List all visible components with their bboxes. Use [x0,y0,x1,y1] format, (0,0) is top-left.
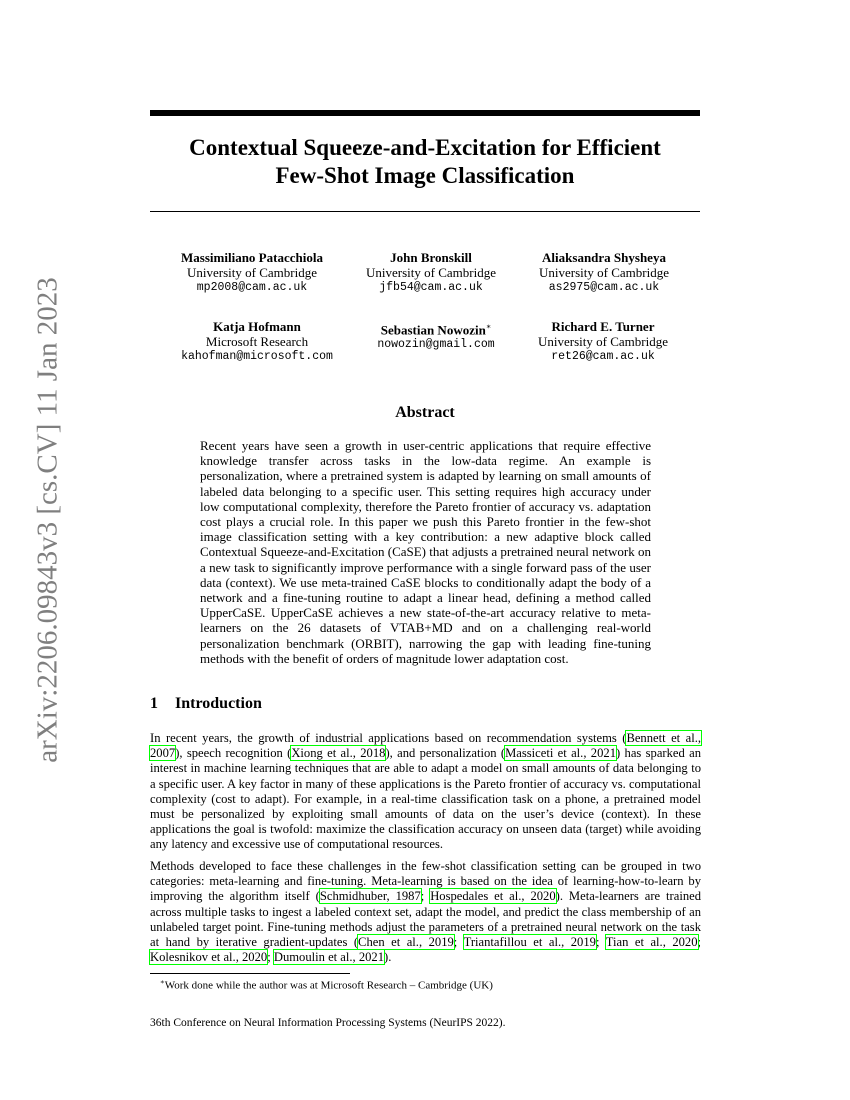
citation-link[interactable]: Chen et al., 2019 [358,935,454,950]
citation-link[interactable]: Bennett et al., 2007 [150,731,702,761]
author-email: as2975@cam.ac.uk [548,281,660,294]
arxiv-stamp: arXiv:2206.09843v3 [cs.CV] 11 Jan 2023 [31,277,64,763]
author-affiliation: Microsoft Research [205,334,309,349]
footnote-marker: ∗ [160,978,165,986]
author-block [331,250,531,295]
author-affiliation: University of Cambridge [538,334,668,349]
citation-link[interactable]: Massiceti et al., 2021 [505,746,616,761]
citation-link[interactable]: Schmidhuber, 1987 [319,889,421,904]
section-title: Introduction [175,695,262,712]
section-heading [150,695,262,713]
author-email: mp2008@cam.ac.uk [196,281,308,294]
citation-link[interactable]: Dumoulin et al., 2021 [273,950,385,965]
intro-paragraph-2: Methods developed to face these challenges in the few-shot classification setting can be grouped in two categories: meta-learning and fine-tuning. Meta-learning is based on the idea of learning-how-to-learn by improving the algorithm itself (Schmidhuber, 1987; Hospedales et al., 2020). Meta-learners are trained across multiple tasks to ingest a labeled context set, adapt the model, and predict the class membership of an unlabeled target point. Fine-tuning methods adjust the parameters of a pretrained neural network on the task at hand by iterative gradient-updates (Chen et al., 2019; Triantafillou et al., 2019; Tian et al., 2020; Kolesnikov et al., 2020; Dumoulin et al., 2021). [150,859,702,965]
author-affiliation: University of Cambridge [366,265,496,280]
footnote-marker: ∗ [485,322,492,331]
author-email: kahofman@microsoft.com [181,350,333,363]
title-bottom-rule [150,211,700,212]
author-name: Aliaksandra Shysheya [542,250,666,265]
author-block [503,319,703,364]
citation-link[interactable]: Triantafillou et al., 2019 [463,935,596,950]
author-block [504,250,704,295]
citation-link[interactable]: Kolesnikov et al., 2020 [150,950,268,965]
footnote [160,976,493,993]
author-name: John Bronskill [390,250,472,265]
author-email: ret26@cam.ac.uk [551,350,655,363]
citation-link[interactable]: Hospedales et al., 2020 [430,889,556,904]
author-block [152,250,352,295]
abstract-text: Recent years have seen a growth in user-centric applications that require effective knowledge transfer across tasks in the low-data regime. An example is personalization, where a pretrained system is adapted by learning on small amounts of labeled data belonging to a specific user. This setting requires high accuracy under low computational complexity, therefore the Pareto frontier of accuracy vs. adaptation cost plays a crucial role. In this paper we push this Pareto frontier in the few-shot image classification setting with a key contribution: a new adaptive block called Contextual Squeeze-and-Excitation (CaSE) that adjusts a pretrained neural network on a new task to significantly improve performance with a single forward pass of the user data (context). We use meta-trained CaSE blocks to conditionally adapt the body of a network and a fine-tuning routine to adapt a linear head, defining a method called UpperCaSE. UpperCaSE achieves a new state-of-the-art accuracy relative to meta-learners on the 26 datasets of VTAB+MD and on a challenging real-world personalization benchmark (ORBIT), narrowing the gap with leading fine-tuning methods with the benefit of orders of magnitude lower adaptation cost. [200,438,651,666]
author-name: Katja Hofmann [213,319,301,334]
author-email: jfb54@cam.ac.uk [379,281,483,294]
author-email: nowozin@gmail.com [377,338,495,352]
intro-paragraph-1: In recent years, the growth of industrial applications based on recommendation systems (Bennett et al., 2007), speech recognition (Xiong et al., 2018), and personalization (Massiceti et al., 2021) has sparked an interest in machine learning techniques that are able to adapt a model on small amounts of data belonging to a specific user. A key factor in many of these applications is the Pareto frontier of accuracy vs. computational complexity (cost to adapt). For example, in a real-time classification task on a phone, a pretrained model must be personalized by exploiting small amounts of data on the user’s device (context). In these applications the goal is twofold: maximize the classification accuracy on unseen data (target) while avoiding any latency and excessive use of computational resources. [150,731,702,852]
citation-link[interactable]: Xiong et al., 2018 [291,746,386,761]
author-affiliation: University of Cambridge [187,265,317,280]
author-block [157,319,357,364]
venue-note: 36th Conference on Neural Information Processing Systems (NeurIPS 2022). [150,1017,506,1029]
paper-title [150,134,700,190]
author-name: Sebastian Nowozin∗ [380,322,492,338]
title-top-rule [150,110,700,116]
author-affiliation: University of Cambridge [539,265,669,280]
author-name: Richard E. Turner [551,319,655,334]
footnote-rule [150,973,350,974]
section-number: 1 [150,695,158,712]
title-line-2: Few-Shot Image Classification [275,163,575,188]
abstract-heading: Abstract [395,404,455,421]
footnote-text: Work done while the author was at Microsoft Research – Cambridge (UK) [164,979,493,992]
title-line-1: Contextual Squeeze-and-Excitation for Efficient [189,135,661,160]
citation-link[interactable]: Tian et al., 2020 [605,935,698,950]
author-name: Massimiliano Patacchiola [181,250,323,265]
